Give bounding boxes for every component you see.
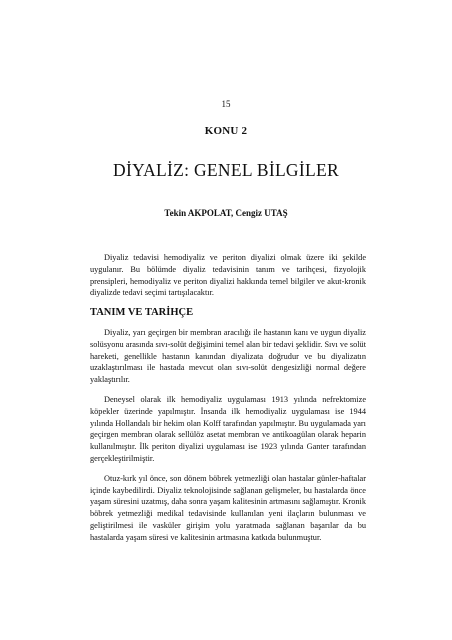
chapter-title: DİYALİZ: GENEL BİLGİLER (113, 160, 339, 180)
section-heading: TANIM VE TARİHÇE (90, 307, 194, 319)
section-paragraph: Otuz-kırk yıl önce, son dönem böbrek yetmezliği olan hastalar günler-haftalar içinde kaybedilirdi. Diyaliz teknolojisinde sağlanan gelişmeler, bu hastalarda önce yaşam süresini uzatmış, daha sonra yaşam kalitesinin artmasını sağlamıştır. Kronik böbrek yetmezliği medikal tedavisinde kullanılan yeni ilaçların bulunması ve geliştirilmesi ile vasküler girişim yolu yaratmada sağlanan başarılar da bu hastalarda yaşam süresi ve kalitesinin artmasına katkıda bulunmuştur. (90, 473, 366, 542)
section-paragraph: Deneysel olarak ilk hemodiyaliz uygulaması 1913 yılında nefrektomize köpekler üzerinde yapılmıştır. İnsanda ilk hemodiyaliz uygulaması ise 1944 yılında Hollandalı bir hekim olan Kolff tarafından yapılmıştır. Bu uygulamada yarı geçirgen membran olarak sellülöz asetat membran ve antikoagülan olarak heparin kullanılmıştır. İlk periton diyalizi uygulaması ise 1923 yılında Ganter tarafından gerçekleştirilmiştir. (90, 394, 366, 463)
authors: Tekin AKPOLAT, Cengiz UTAŞ (164, 208, 288, 218)
intro-paragraph: Diyaliz tedavisi hemodiyaliz ve periton diyalizi olmak üzere iki şekilde uygulanır. Bu bölümde diyaliz tedavisinin tanım ve tarihçesi, fizyolojik prensipleri, hemodiyaliz ve periton diyalizi hakkında temel bilgiler ve akut-kronik diyalizde tedavi seçimi tartışılacaktır. (90, 253, 366, 298)
section-paragraph: Diyaliz, yarı geçirgen bir membran aracılığı ile hastanın kanı ve uygun diyaliz solüsyonu arasında sıvı-solüt değişimini temel alan bir tedavi şeklidir. Sıvı ve solüt hareketi, genellikle hastanın kanından diyalizata doğrudur ve bu diyalizatın uzaklaştırılması ile hastada mevcut olan sıvı-solüt dengesizliği normal değere yaklaştırılır. (90, 327, 366, 385)
page-number: 15 (221, 99, 231, 109)
body-text (90, 252, 366, 552)
chapter-label: KONU 2 (204, 125, 248, 137)
